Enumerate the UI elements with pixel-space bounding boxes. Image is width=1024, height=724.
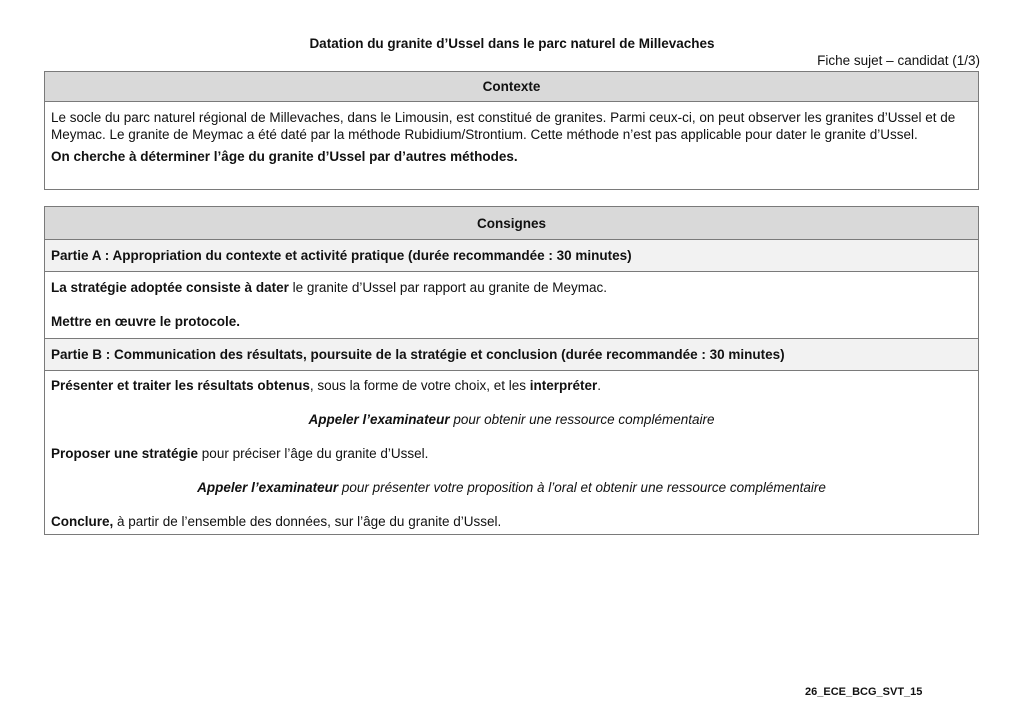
part-a-protocol: Mettre en œuvre le protocole. xyxy=(51,314,241,329)
call-examiner-1 xyxy=(51,411,972,428)
call-examiner-2 xyxy=(51,479,972,496)
part-b-title: Partie B : Communication des résultats, poursuite de la stratégie et conclusion (durée recommandée : 30 minutes) xyxy=(45,338,978,371)
subject-page-label: Fiche sujet – candidat (1/3) xyxy=(817,53,980,68)
context-paragraph: Le socle du parc naturel régional de Millevaches, dans le Limousin, est constitué de granites. Parmi ceux-ci, on peut observer les granites d’Ussel et de Meymac. Le granite de Meymac a été daté par la méthode Rubidium/Strontium. Cette méthode n’est pas applicable pour dater le granite d’Ussel. xyxy=(51,110,956,142)
strategy-rest: le granite d’Ussel par rapport au granite de Meymac. xyxy=(288,280,608,295)
footer-code: 26_ECE_BCG_SVT_15 xyxy=(805,686,923,698)
context-header: Contexte xyxy=(45,72,978,102)
part-b-propose xyxy=(51,445,972,462)
call2-rest: pour présenter votre proposition à l’oral et obtenir une ressource complémentaire xyxy=(338,480,826,495)
propose-rest: pour préciser l’âge du granite d’Ussel. xyxy=(198,446,429,461)
call1-rest: pour obtenir une ressource complémentaire xyxy=(449,412,715,427)
part-b-present xyxy=(51,377,972,394)
context-box xyxy=(44,71,979,190)
context-goal: On cherche à déterminer l’âge du granite d’Ussel par d’autres méthodes. xyxy=(51,149,518,164)
context-body xyxy=(45,102,978,165)
present-bold: Présenter et traiter les résultats obtenus xyxy=(51,378,310,393)
call1-bold: Appeler l’examinateur xyxy=(308,412,450,427)
part-b-conclude xyxy=(51,513,972,530)
present-end: . xyxy=(597,378,602,393)
present-mid: , sous la forme de votre choix, et les xyxy=(309,378,530,393)
conclude-bold: Conclure, xyxy=(51,514,114,529)
part-a-title: Partie A : Appropriation du contexte et activité pratique (durée recommandée : 30 minutes) xyxy=(45,240,978,272)
strategy-bold: La stratégie adoptée consiste à dater xyxy=(51,280,289,295)
part-a-body xyxy=(45,272,978,338)
part-b-body xyxy=(45,371,978,530)
call2-bold: Appeler l’examinateur xyxy=(197,480,339,495)
conclude-rest: à partir de l’ensemble des données, sur l’âge du granite d’Ussel. xyxy=(113,514,502,529)
document-title: Datation du granite d’Ussel dans le parc naturel de Millevaches xyxy=(309,36,715,51)
instructions-box xyxy=(44,206,979,535)
propose-bold: Proposer une stratégie xyxy=(51,446,199,461)
part-a-strategy xyxy=(51,279,972,296)
present-interpret: interpréter xyxy=(529,378,598,393)
instructions-header: Consignes xyxy=(45,207,978,240)
